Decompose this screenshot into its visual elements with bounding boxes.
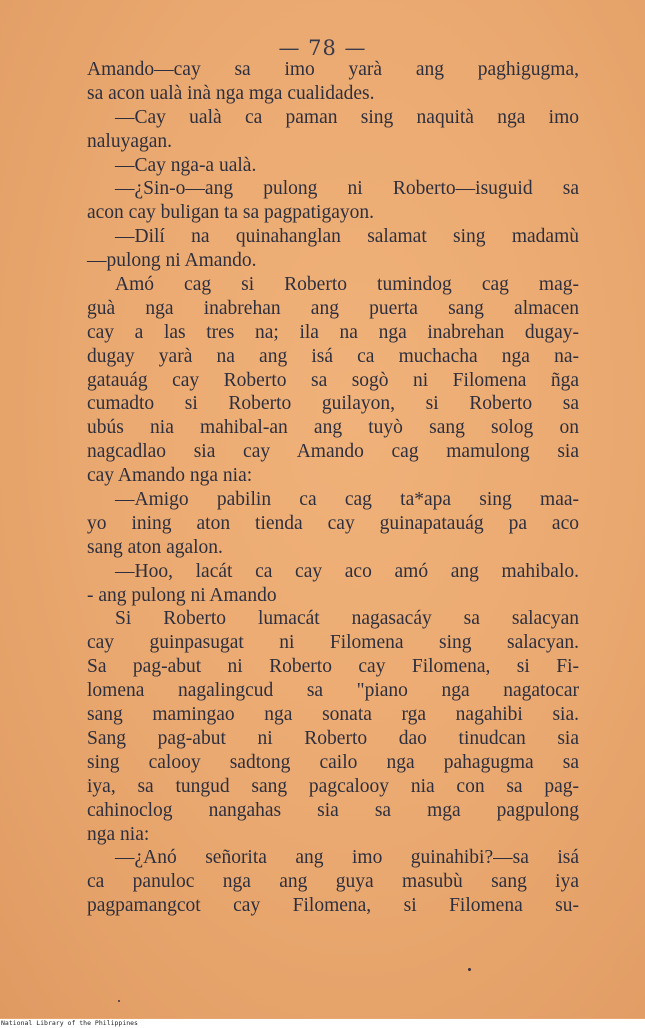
body-text	[87, 58, 579, 918]
text-line: Sa pag-abut ni Roberto cay Filomena, si Fi-	[87, 656, 579, 678]
library-credit: National Library of the Philippines	[0, 1019, 645, 1028]
text-line: Amó cag si Roberto tumindog cag mag-	[115, 274, 579, 296]
text-line: —Cay ualà ca paman sing naquità nga imo	[115, 106, 579, 128]
text-line: cay Amando nga nia:	[87, 465, 253, 487]
text-line: sang aton agalon.	[87, 536, 223, 558]
text-line: iya, sa tungud sang pagcalooy nia con sa pag-	[87, 775, 579, 797]
text-line: Si Roberto lumacát nagasacáy sa salacyan	[115, 608, 579, 630]
text-line: —Cay nga-a ualà.	[115, 154, 257, 176]
text-line: —Amigo pabilin ca cag ta*apa sing maa-	[115, 489, 579, 511]
ink-speck	[468, 968, 471, 971]
text-line: yo ining aton tienda cay guinapatauág pa aco	[87, 512, 579, 534]
ink-speck	[118, 1000, 120, 1002]
text-line: pagpamangcot cay Filomena, si Filomena su-	[87, 895, 579, 917]
text-line: nga nia:	[87, 823, 150, 845]
text-line: Sang pag-abut ni Roberto dao tinudcan sia	[87, 727, 579, 749]
text-line: cumadto si Roberto guilayon, si Roberto sa	[87, 393, 579, 415]
text-line: cahinoclog nangahas sia sa mga pagpulong	[87, 799, 579, 821]
text-line: —¿Anó señorita ang imo guinahibi?—sa isá	[115, 847, 579, 869]
text-line: gatauág cay Roberto sa sogò ni Filomena ñga	[87, 369, 579, 391]
text-line: guà nga inabrehan ang puerta sang almacen	[87, 297, 579, 319]
text-line: ca panuloc nga ang guya masubù sang iya	[87, 871, 579, 893]
text-line: cay a las tres na; ila na nga inabrehan dugay-	[87, 321, 579, 343]
text-line: Amando—cay sa imo yarà ang paghigugma,	[87, 59, 579, 80]
text-line: cay guinpasugat ni Filomena sing salacyan.	[87, 632, 579, 654]
text-line: naluyagan.	[87, 130, 173, 152]
text-line: —Hoo, lacát ca cay aco amó ang mahibalo.	[115, 560, 579, 582]
text-line: sang mamingao nga sonata rga nagahibi sia.	[87, 704, 579, 726]
text-line: - ang pulong ni Amando	[87, 584, 277, 606]
text-line: lomena nagalingcud sa "piano nga nagatocar	[87, 680, 579, 702]
text-line: nagcadlao sia cay Amando cag mamulong sia	[87, 441, 579, 463]
text-line: —Dilí na quinahanglan salamat sing madamù	[115, 226, 579, 248]
text-line: ubús nia mahibal-an ang tuyò sang solog on	[87, 417, 579, 439]
text-line: —¿Sin-o—ang pulong ni Roberto—isuguid sa	[115, 178, 579, 200]
text-line: —pulong ni Amando.	[87, 250, 257, 272]
text-line: sing calooy sadtong cailo nga pahagugma sa	[87, 751, 579, 773]
text-line: acon cay buligan ta sa pagpatigayon.	[87, 202, 374, 224]
text-line: sa acon ualà inà nga mga cualidades.	[87, 82, 375, 104]
page-number: — 78 —	[278, 36, 367, 60]
text-line: dugay yarà na ang isá ca muchacha nga na-	[87, 345, 579, 367]
